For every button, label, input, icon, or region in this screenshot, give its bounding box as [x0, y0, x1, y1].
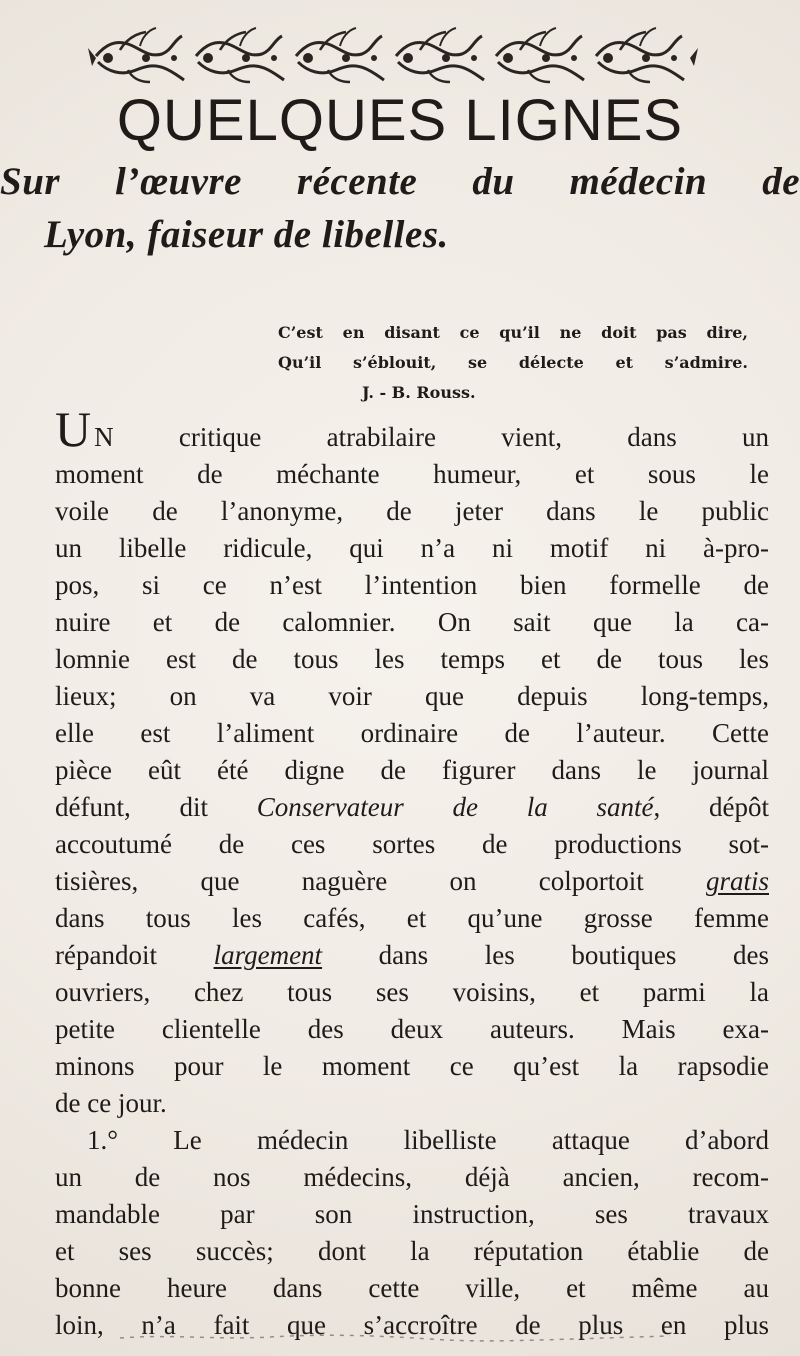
paragraph-2-line-4: et ses succès; dont la réputation établie de [55, 1236, 769, 1266]
text-span: tisières, que naguère on colportoit [55, 866, 706, 896]
paragraph-2-line-5: bonne heure dans cette ville, et même au [55, 1273, 769, 1303]
paragraph-1-line-7: lomnie est de tous les temps et de tous les [55, 644, 769, 674]
page-title: QUELQUES LIGNES [116, 88, 684, 153]
paragraph-1-line-18: minons pour le moment ce qu’est la rapsodie [55, 1051, 769, 1081]
paragraph-1-line-3: voile de l’anonyme, de jeter dans le public [55, 496, 769, 526]
paragraph-2-line-6: loin, n’a fait que s’accroître de plus en plus [55, 1310, 769, 1340]
epigraph-line-2: Qu’il s’éblouit, se délecte et s’admire. [278, 353, 748, 372]
paragraph-1-line-5: pos, si ce n’est l’intention bien formelle de [55, 570, 769, 600]
subtitle-line-2: Lyon, faiseur de libelles. [44, 213, 449, 256]
underlined-word: largement [213, 940, 323, 970]
paragraph-1-line-10: pièce eût été digne de figurer dans le journal [55, 755, 769, 785]
text-span: répandoit [55, 940, 214, 970]
text-span: défunt, dit [55, 792, 257, 822]
page-subtitle [0, 155, 800, 261]
paragraph-1-line-2: moment de méchante humeur, et sous le [55, 459, 769, 489]
epigraph-line-1: C’est en disant ce qu’il ne doit pas dire, [278, 323, 748, 342]
paragraph-1-line-16: ouvriers, chez tous ses voisins, et parmi la [55, 977, 769, 1007]
decorative-ornament-icon [88, 20, 698, 90]
paragraph-1-line-15 [55, 937, 769, 974]
paragraph-1-line-12: accoutumé de ces sortes de productions sot- [55, 829, 769, 859]
drop-cap: U [55, 401, 92, 457]
paragraph-1-line-4: un libelle ridicule, qui n’a ni motif ni à-pro- [55, 533, 769, 563]
underlined-word: gratis [705, 866, 769, 896]
body-text [55, 401, 769, 1344]
italic-title: Conservateur de la santé [256, 792, 654, 822]
epigraph-author: J. - B. Rouss. [362, 383, 476, 402]
text-span: dans les boutiques des [322, 940, 769, 970]
paragraph-1-line-11 [55, 789, 769, 826]
paragraph-2-line-2: un de nos médecins, déjà ancien, recom- [55, 1162, 769, 1192]
smallcaps-letter: N [94, 422, 114, 452]
paragraph-1-line-9: elle est l’aliment ordinaire de l’auteur. Cette [55, 718, 769, 748]
paragraph-2-line-1: 1.° Le médecin libelliste attaque d’abord [87, 1125, 769, 1155]
page-bottom-trace-icon [110, 1328, 680, 1348]
epigraph [278, 318, 748, 408]
paragraph-1-line-13 [55, 863, 769, 900]
paragraph-1-line-6: nuire et de calomnier. On sait que la ca- [55, 607, 769, 637]
paragraph-1-line-17: petite clientelle des deux auteurs. Mais exa- [55, 1014, 769, 1044]
subtitle-line-1: Sur l’œuvre récente du médecin de [0, 160, 800, 203]
paragraph-2-line-3: mandable par son instruction, ses travaux [55, 1199, 769, 1229]
paragraph-1-line-19: de ce jour. [55, 1088, 167, 1118]
text-span: , dépôt [653, 792, 769, 822]
paragraph-1-line-1 [55, 401, 769, 457]
paragraph-1-line-14: dans tous les cafés, et qu’une grosse femme [55, 903, 769, 933]
paragraph-1-line-8: lieux; on va voir que depuis long-temps, [55, 681, 769, 711]
paragraph-1-line-1-text: critique atrabilaire vient, dans un [113, 422, 769, 452]
